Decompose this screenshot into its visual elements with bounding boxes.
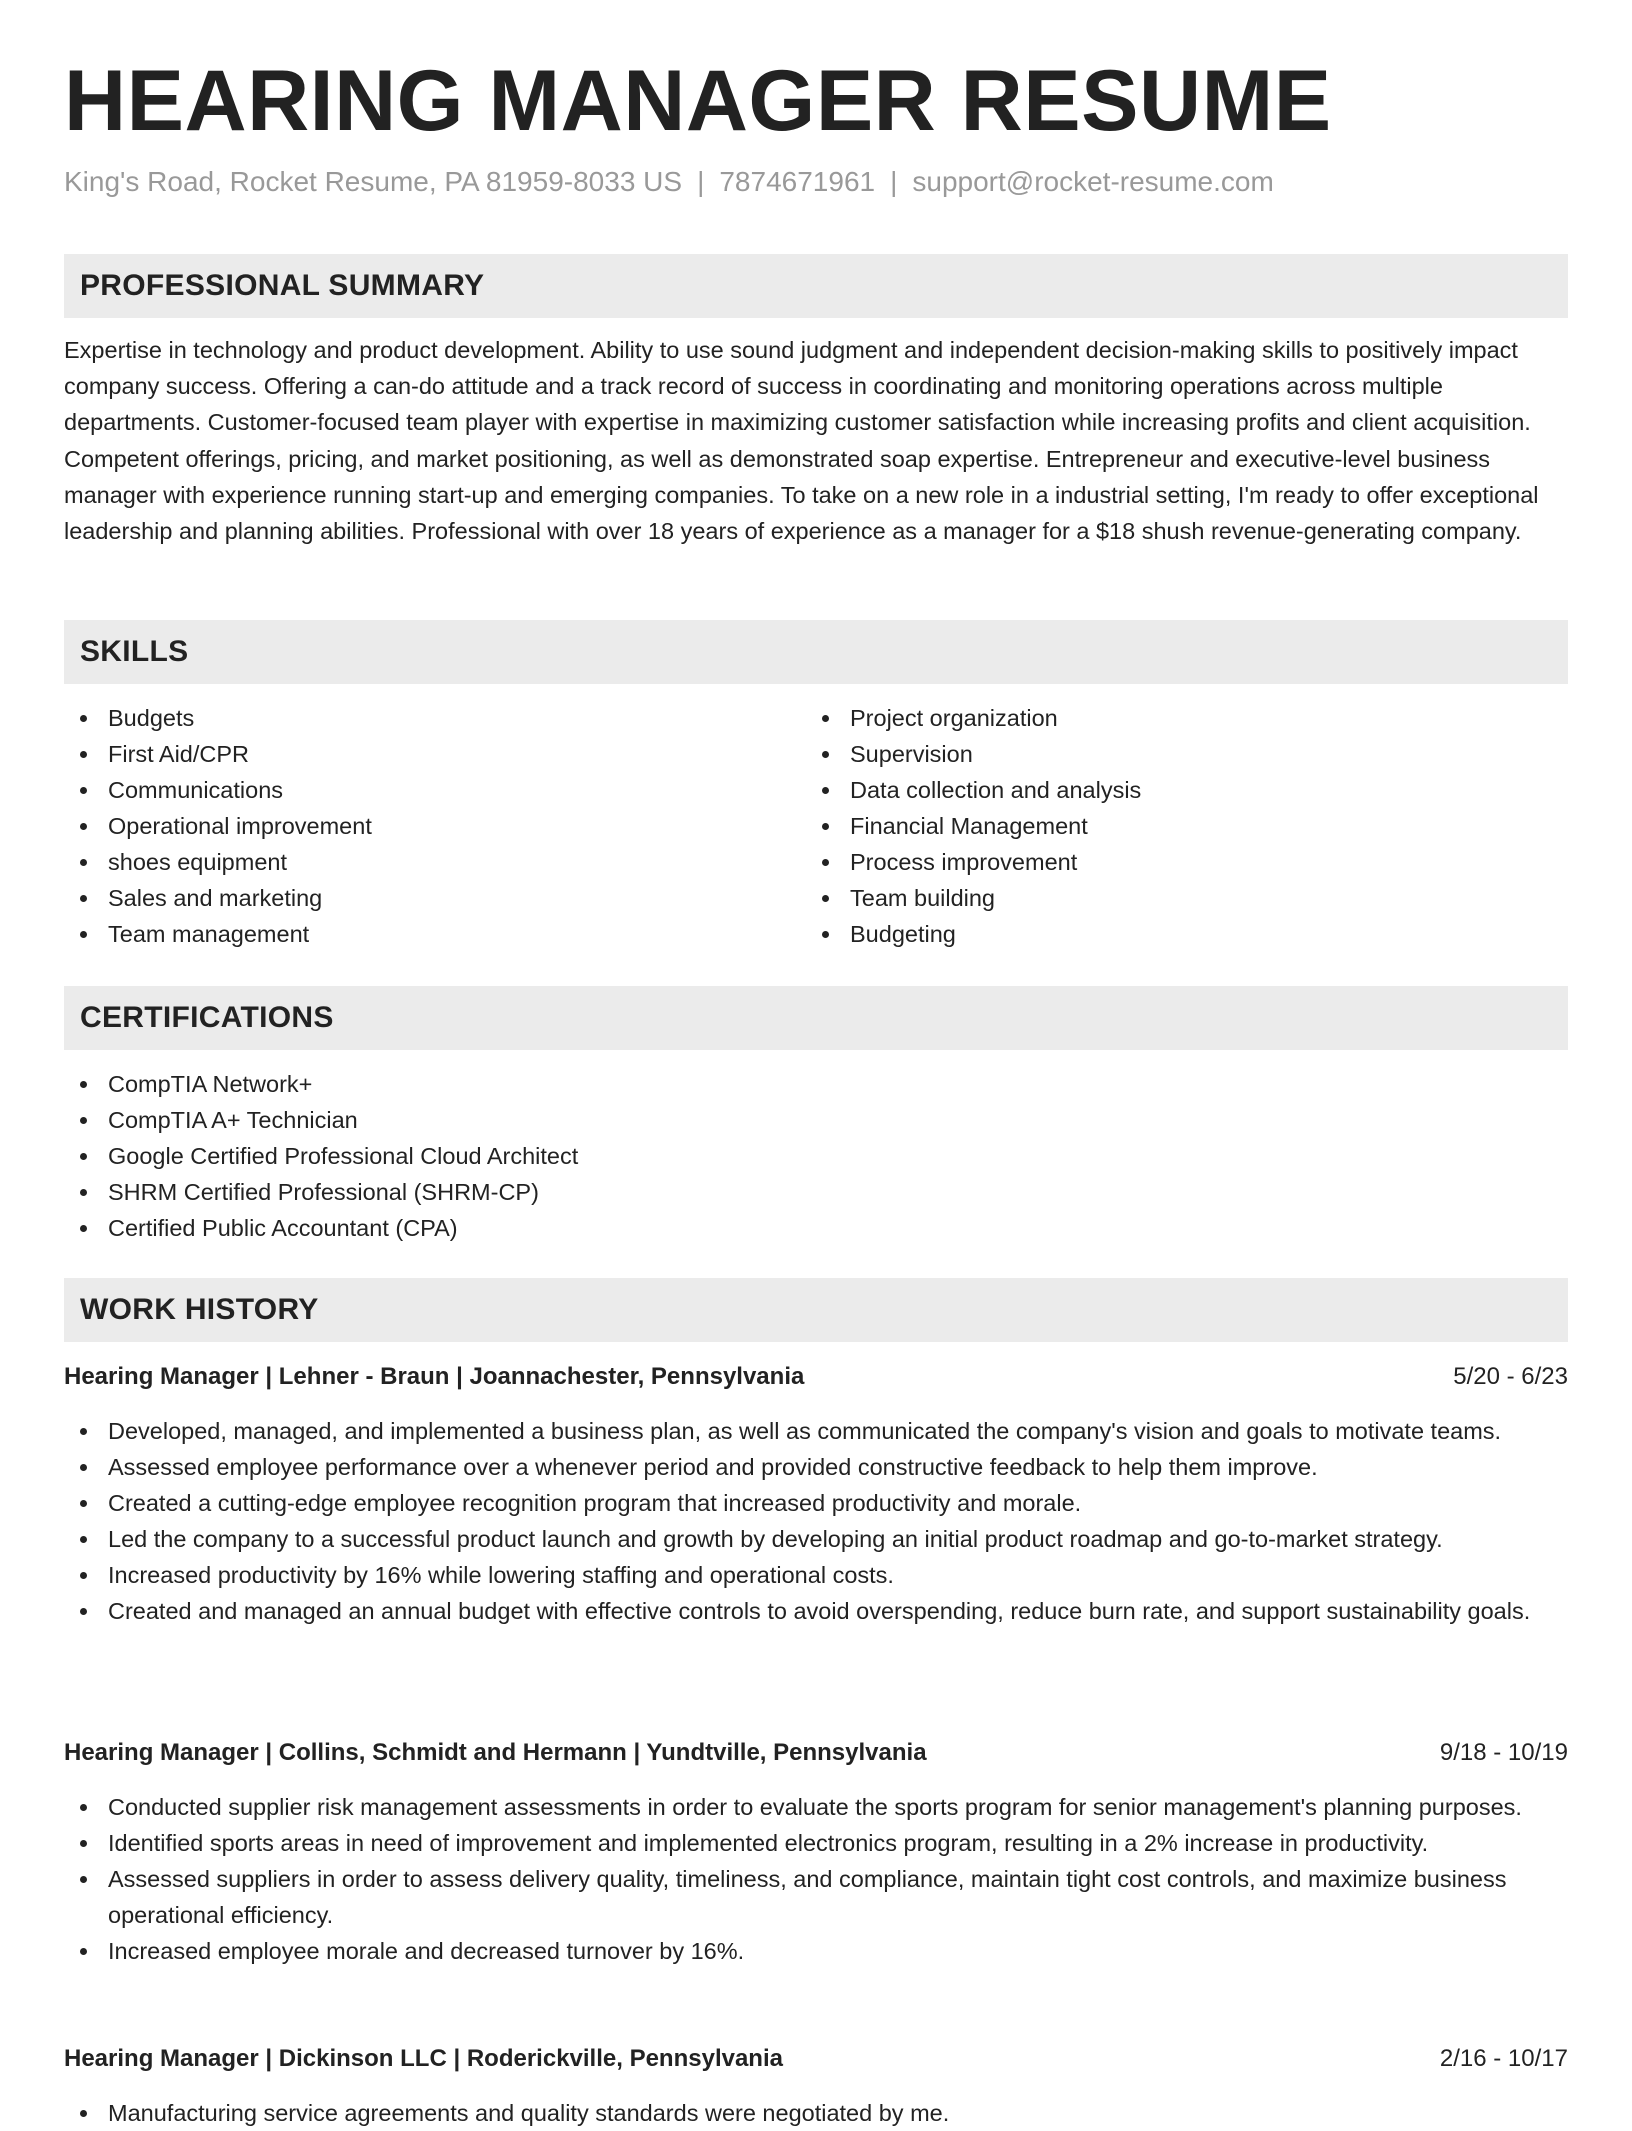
- contact-line: [64, 166, 1274, 198]
- contact-separator: |: [890, 166, 898, 197]
- job-header: [64, 2041, 1568, 2077]
- job-bullet: Manufacturing service agreements and quality standards were negotiated by me.: [64, 2095, 1568, 2131]
- job-bullet: Identified sports areas in need of improvement and implemented electronics program, resulting in a 2% increase in productivity.: [64, 1825, 1568, 1861]
- job-title: Hearing Manager | Dickinson LLC | Roderickville, Pennsylvania: [64, 2045, 783, 2072]
- skill-item: Supervision: [806, 736, 1506, 772]
- job-bullet: Increased employee morale and decreased turnover by 16%.: [64, 1933, 1568, 1969]
- job-bullet: Assessed employee performance over a whenever period and provided constructive feedback to help them improve.: [64, 1449, 1568, 1485]
- skills-list-right: [806, 700, 1506, 952]
- certifications-heading: CERTIFICATIONS: [64, 986, 1568, 1050]
- job-bullets: [64, 2095, 1568, 2131]
- phone-text: 7874671961: [719, 166, 876, 197]
- skill-item: Communications: [64, 772, 764, 808]
- certification-item: CompTIA Network+: [64, 1066, 1564, 1102]
- certification-item: Google Certified Professional Cloud Architect: [64, 1138, 1564, 1174]
- skill-item: Team management: [64, 916, 764, 952]
- job-bullet: Led the company to a successful product launch and growth by developing an initial product roadmap and go-to-market strategy.: [64, 1521, 1568, 1557]
- skills-list-left: [64, 700, 764, 952]
- skill-item: Budgets: [64, 700, 764, 736]
- job-title: Hearing Manager | Lehner - Braun | Joannachester, Pennsylvania: [64, 1363, 805, 1390]
- summary-text: Expertise in technology and product development. Ability to use sound judgment and independent decision-making skills to positively impact company success. Offering a can-do attitude and a track record of success in coordinating and monitoring operations across multiple departments. Customer-focused team player with expertise in maximizing customer satisfaction while increasing profits and client acquisition. Competent offerings, pricing, and market positioning, as well as demonstrated soap expertise. Entrepreneur and executive-level business manager with experience running start-up and emerging companies. To take on a new role in a industrial setting, I'm ready to offer exceptional leadership and planning abilities. Professional with over 18 years of experience as a manager for a $18 shush revenue-generating company.: [64, 337, 1539, 545]
- job-bullet: Conducted supplier risk management assessments in order to evaluate the sports program for senior management's planning purposes.: [64, 1789, 1568, 1825]
- job-bullet: Developed, managed, and implemented a business plan, as well as communicated the company's vision and goals to motivate teams.: [64, 1413, 1568, 1449]
- email-text: support@rocket-resume.com: [912, 166, 1274, 197]
- skill-item: Financial Management: [806, 808, 1506, 844]
- job-bullet: Created a cutting-edge employee recognition program that increased productivity and morale.: [64, 1485, 1568, 1521]
- summary-heading: PROFESSIONAL SUMMARY: [64, 254, 1568, 318]
- job-bullet: Increased productivity by 16% while lowering staffing and operational costs.: [64, 1557, 1568, 1593]
- skill-item: Budgeting: [806, 916, 1506, 952]
- skill-item: Project organization: [806, 700, 1506, 736]
- job-bullets: [64, 1789, 1568, 1969]
- job-dates: 5/20 - 6/23: [1453, 1363, 1568, 1390]
- skill-item: Data collection and analysis: [806, 772, 1506, 808]
- job-title: Hearing Manager | Collins, Schmidt and Hermann | Yundtville, Pennsylvania: [64, 1739, 927, 1766]
- skill-item: shoes equipment: [64, 844, 764, 880]
- job-bullets: [64, 1413, 1568, 1629]
- skill-item: Sales and marketing: [64, 880, 764, 916]
- skill-item: Team building: [806, 880, 1506, 916]
- certification-item: Certified Public Accountant (CPA): [64, 1210, 1564, 1246]
- job-dates: 9/18 - 10/19: [1439, 1739, 1568, 1766]
- skill-item: First Aid/CPR: [64, 736, 764, 772]
- job-bullet: Assessed suppliers in order to assess delivery quality, timeliness, and compliance, maintain tight cost controls, and maximize business operational efficiency.: [64, 1861, 1568, 1933]
- work-history-heading: WORK HISTORY: [64, 1278, 1568, 1342]
- certification-item: SHRM Certified Professional (SHRM-CP): [64, 1174, 1564, 1210]
- skill-item: Operational improvement: [64, 808, 764, 844]
- certification-item: CompTIA A+ Technician: [64, 1102, 1564, 1138]
- job-header: [64, 1735, 1568, 1771]
- job-header: [64, 1359, 1568, 1395]
- address-text: King's Road, Rocket Resume, PA 81959-8033 US: [64, 166, 683, 197]
- job-dates: 2/16 - 10/17: [1439, 2045, 1568, 2072]
- skills-heading: SKILLS: [64, 620, 1568, 684]
- skill-item: Process improvement: [806, 844, 1506, 880]
- resume-title: HEARING MANAGER RESUME: [64, 53, 1332, 149]
- certifications-list: [64, 1066, 1564, 1246]
- job-bullet: Created and managed an annual budget with effective controls to avoid overspending, reduce burn rate, and support sustainability goals.: [64, 1593, 1568, 1629]
- contact-separator: |: [697, 166, 705, 197]
